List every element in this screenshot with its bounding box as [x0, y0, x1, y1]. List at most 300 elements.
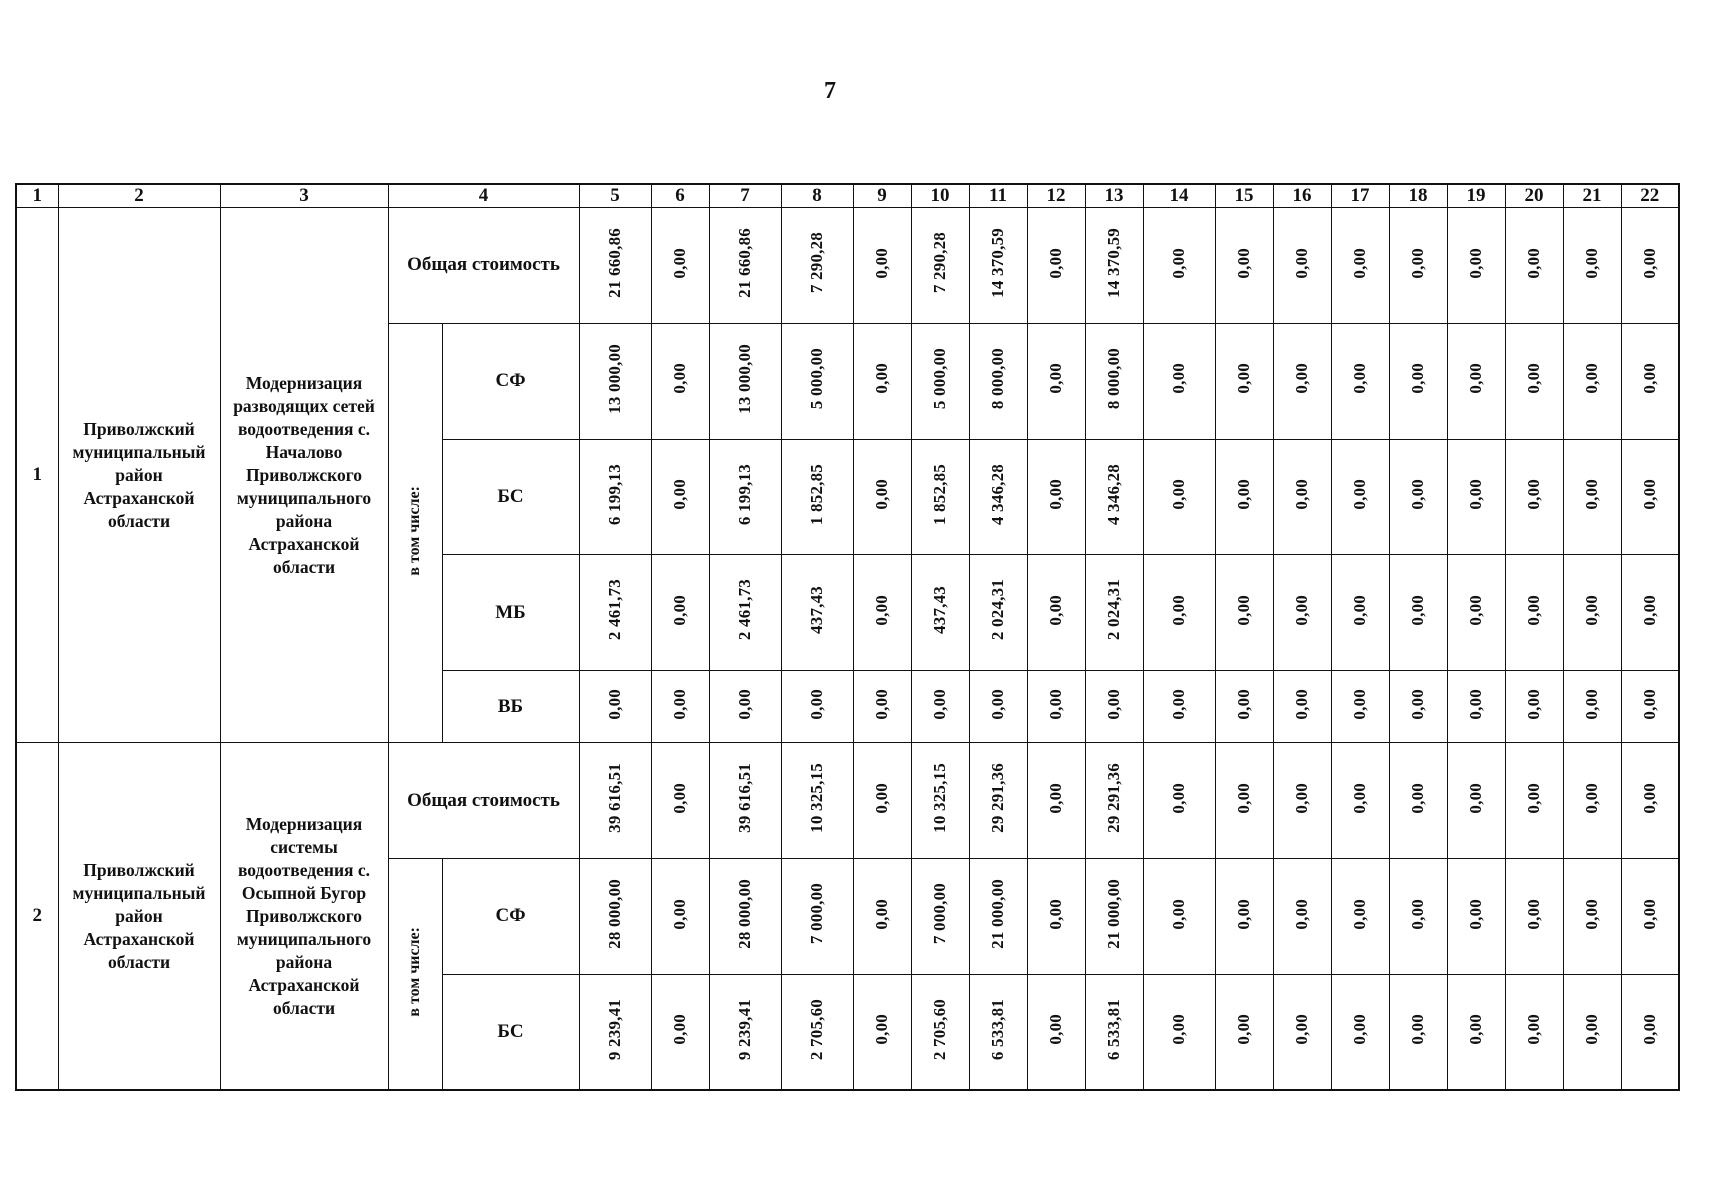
- cell-value: 0,00: [1046, 594, 1065, 626]
- value-cell: [853, 208, 911, 324]
- table-row: [16, 743, 1679, 859]
- column-number: 22: [1621, 184, 1679, 208]
- value-cell: [1621, 670, 1679, 742]
- cell-value: 5 000,00: [807, 348, 826, 410]
- value-cell: [1621, 208, 1679, 324]
- including-label: в том числе:: [406, 485, 423, 576]
- cell-value: 21 000,00: [988, 878, 1007, 949]
- cell-value: 0,00: [605, 688, 624, 720]
- cell-value: 4 346,28: [988, 463, 1007, 525]
- cell-value: 13 000,00: [605, 343, 624, 414]
- value-cell: [781, 974, 853, 1090]
- cell-value: 0,00: [1466, 594, 1485, 626]
- cell-value: 0,00: [1169, 782, 1188, 814]
- value-cell: [1273, 670, 1331, 742]
- cell-value: 0,00: [1234, 247, 1253, 279]
- value-cell: [969, 208, 1027, 324]
- cell-value: 0,00: [1466, 1014, 1485, 1045]
- table-body: [16, 184, 1679, 1090]
- value-cell: [651, 859, 709, 975]
- value-cell: [1447, 743, 1505, 859]
- cell-value: 21 660,86: [735, 228, 754, 298]
- cell-value: 0,00: [1104, 688, 1123, 720]
- column-number: 18: [1389, 184, 1447, 208]
- cell-value: 0,00: [1582, 363, 1601, 394]
- cell-value: 0,00: [1350, 782, 1369, 814]
- cell-value: 0,00: [1408, 898, 1427, 930]
- value-cell: [969, 323, 1027, 439]
- column-number: 15: [1215, 184, 1273, 208]
- cell-value: 0,00: [1292, 247, 1311, 279]
- value-cell: [853, 439, 911, 555]
- value-cell: [579, 439, 651, 555]
- cell-value: 0,00: [1046, 1014, 1065, 1045]
- value-cell: [1447, 859, 1505, 975]
- value-cell: [1389, 555, 1447, 671]
- cell-value: 9 239,41: [605, 998, 624, 1060]
- value-cell: [1447, 670, 1505, 742]
- cell-value: 0,00: [1046, 363, 1065, 394]
- value-cell: [1027, 323, 1085, 439]
- cell-value: 0,00: [1350, 594, 1369, 626]
- value-cell: [1621, 555, 1679, 671]
- cell-value: 0,00: [1292, 898, 1311, 930]
- value-cell: [911, 439, 969, 555]
- value-cell: [853, 743, 911, 859]
- cell-value: 7 290,28: [807, 232, 826, 294]
- value-cell: [1085, 323, 1143, 439]
- column-number: 1: [16, 184, 58, 208]
- cell-value: 0,00: [1524, 1014, 1543, 1045]
- cell-value: 2 024,31: [1104, 579, 1123, 641]
- cell-value: 0,00: [872, 594, 891, 626]
- cell-value: 0,00: [1639, 688, 1659, 720]
- value-cell: [1331, 323, 1389, 439]
- value-cell: [853, 670, 911, 742]
- cell-value: 0,00: [670, 479, 689, 510]
- cell-value: 21 660,86: [605, 228, 624, 298]
- value-cell: [853, 555, 911, 671]
- cell-value: 0,00: [670, 1014, 689, 1045]
- financing-table: [15, 183, 1680, 1091]
- value-cell: [781, 323, 853, 439]
- cell-value: 0,00: [1466, 898, 1485, 930]
- including-label-cell: [388, 323, 442, 743]
- cell-value: 0,00: [1292, 479, 1311, 510]
- value-cell: [1085, 859, 1143, 975]
- value-cell: [1143, 439, 1215, 555]
- cell-value: 0,00: [1169, 479, 1188, 510]
- total-cost-label: Общая стоимость: [388, 208, 579, 324]
- value-cell: [1273, 323, 1331, 439]
- cell-value: 0,00: [1524, 479, 1543, 510]
- page-number: 7: [824, 78, 836, 104]
- value-cell: [651, 323, 709, 439]
- value-cell: [579, 974, 651, 1090]
- cell-value: 1 852,85: [807, 463, 826, 525]
- value-cell: [1027, 208, 1085, 324]
- value-cell: [969, 439, 1027, 555]
- column-number: 8: [781, 184, 853, 208]
- value-cell: [1085, 670, 1143, 742]
- column-number: 4: [388, 184, 579, 208]
- cell-value: 0,00: [1408, 1014, 1427, 1045]
- cell-value: 2 461,73: [735, 579, 754, 641]
- value-cell: [709, 439, 781, 555]
- cell-value: 6 533,81: [988, 998, 1007, 1060]
- value-cell: [709, 555, 781, 671]
- value-cell: [1273, 859, 1331, 975]
- value-cell: [1331, 743, 1389, 859]
- funding-source-label: МБ: [442, 555, 579, 671]
- cell-value: 2 461,73: [605, 579, 624, 641]
- cell-value: 0,00: [1524, 363, 1543, 394]
- column-number: 11: [969, 184, 1027, 208]
- value-cell: [1143, 743, 1215, 859]
- cell-value: 10 325,15: [807, 763, 826, 834]
- cell-value: 0,00: [670, 898, 689, 930]
- row-number: 2: [16, 743, 58, 1090]
- cell-value: 0,00: [872, 247, 891, 279]
- cell-value: 0,00: [1466, 688, 1485, 720]
- value-cell: [969, 743, 1027, 859]
- cell-value: 0,00: [1639, 363, 1659, 394]
- value-cell: [1447, 208, 1505, 324]
- cell-value: 0,00: [1466, 782, 1485, 814]
- cell-value: 0,00: [1169, 363, 1188, 394]
- column-number: 9: [853, 184, 911, 208]
- cell-value: 0,00: [670, 247, 689, 279]
- cell-value: 0,00: [1169, 594, 1188, 626]
- cell-value: 0,00: [1466, 479, 1485, 510]
- value-cell: [911, 974, 969, 1090]
- cell-value: 0,00: [872, 363, 891, 394]
- cell-value: 0,00: [670, 363, 689, 394]
- funding-source-label: СФ: [442, 323, 579, 439]
- column-number: 13: [1085, 184, 1143, 208]
- column-number: 19: [1447, 184, 1505, 208]
- value-cell: [1563, 743, 1621, 859]
- value-cell: [781, 555, 853, 671]
- cell-value: 0,00: [1582, 898, 1601, 930]
- value-cell: [1505, 323, 1563, 439]
- cell-value: 0,00: [1234, 688, 1253, 720]
- value-cell: [1505, 439, 1563, 555]
- value-cell: [1621, 439, 1679, 555]
- value-cell: [1027, 555, 1085, 671]
- column-number: 10: [911, 184, 969, 208]
- value-cell: [1447, 974, 1505, 1090]
- value-cell: [1621, 743, 1679, 859]
- cell-value: 2 705,60: [930, 998, 949, 1060]
- cell-value: 0,00: [807, 688, 826, 720]
- value-cell: [1621, 859, 1679, 975]
- value-cell: [1273, 439, 1331, 555]
- value-cell: [579, 208, 651, 324]
- value-cell: [911, 670, 969, 742]
- cell-value: 0,00: [1524, 247, 1543, 279]
- cell-value: 0,00: [1169, 247, 1188, 279]
- value-cell: [781, 743, 853, 859]
- cell-value: 0,00: [1350, 898, 1369, 930]
- value-cell: [579, 859, 651, 975]
- cell-value: 0,00: [670, 688, 689, 720]
- value-cell: [1505, 974, 1563, 1090]
- value-cell: [1563, 555, 1621, 671]
- value-cell: [781, 208, 853, 324]
- column-number: 16: [1273, 184, 1331, 208]
- column-number: 7: [709, 184, 781, 208]
- funding-source-label: СФ: [442, 859, 579, 975]
- value-cell: [1027, 974, 1085, 1090]
- value-cell: [1563, 859, 1621, 975]
- value-cell: [1331, 974, 1389, 1090]
- cell-value: 14 370,59: [988, 228, 1007, 298]
- project-name: Модернизация системы водоотведения с. Осыпной Бугор Приволжского муниципального района Астраханской области: [220, 743, 388, 1090]
- cell-value: 0,00: [1169, 688, 1188, 720]
- value-cell: [853, 859, 911, 975]
- value-cell: [579, 743, 651, 859]
- value-cell: [1215, 323, 1273, 439]
- cell-value: 0,00: [1234, 898, 1253, 930]
- value-cell: [651, 208, 709, 324]
- value-cell: [1389, 743, 1447, 859]
- cell-value: 0,00: [1292, 688, 1311, 720]
- cell-value: 29 291,36: [988, 763, 1007, 834]
- cell-value: 0,00: [1582, 688, 1601, 720]
- value-cell: [1085, 555, 1143, 671]
- value-cell: [1331, 555, 1389, 671]
- value-cell: [1331, 670, 1389, 742]
- cell-value: 13 000,00: [735, 343, 754, 414]
- cell-value: 8 000,00: [988, 348, 1007, 410]
- value-cell: [709, 859, 781, 975]
- value-cell: [1273, 743, 1331, 859]
- value-cell: [853, 974, 911, 1090]
- cell-value: 0,00: [1408, 247, 1427, 279]
- value-cell: [1215, 208, 1273, 324]
- cell-value: 0,00: [1350, 247, 1369, 279]
- cell-value: 29 291,36: [1104, 763, 1123, 834]
- district-name: Приволжский муниципальный район Астраханской области: [58, 743, 220, 1090]
- funding-source-label: БС: [442, 974, 579, 1090]
- cell-value: 14 370,59: [1104, 228, 1123, 298]
- cell-value: 0,00: [1582, 782, 1601, 814]
- column-number: 5: [579, 184, 651, 208]
- cell-value: 6 533,81: [1104, 998, 1123, 1060]
- cell-value: 0,00: [1046, 247, 1065, 279]
- value-cell: [1389, 208, 1447, 324]
- cell-value: 28 000,00: [605, 878, 624, 949]
- column-number: 12: [1027, 184, 1085, 208]
- cell-value: 437,43: [807, 586, 826, 635]
- column-number: 21: [1563, 184, 1621, 208]
- cell-value: 0,00: [872, 898, 891, 930]
- cell-value: 0,00: [1408, 594, 1427, 626]
- value-cell: [1143, 208, 1215, 324]
- cell-value: 0,00: [1408, 363, 1427, 394]
- value-cell: [1143, 859, 1215, 975]
- column-number-row: [16, 184, 1679, 208]
- cell-value: 0,00: [1582, 247, 1601, 279]
- including-label-cell: [388, 859, 442, 1090]
- cell-value: 39 616,51: [735, 763, 754, 834]
- cell-value: 39 616,51: [605, 763, 624, 834]
- value-cell: [1027, 743, 1085, 859]
- cell-value: 0,00: [1524, 594, 1543, 626]
- value-cell: [969, 670, 1027, 742]
- value-cell: [781, 439, 853, 555]
- cell-value: 0,00: [1466, 247, 1485, 279]
- cell-value: 0,00: [1582, 594, 1601, 626]
- cell-value: 7 000,00: [930, 883, 949, 945]
- cell-value: 0,00: [1169, 898, 1188, 930]
- value-cell: [1027, 859, 1085, 975]
- cell-value: 0,00: [988, 688, 1007, 720]
- value-cell: [1563, 208, 1621, 324]
- cell-value: 2 024,31: [988, 579, 1007, 641]
- value-cell: [709, 743, 781, 859]
- cell-value: 0,00: [1234, 782, 1253, 814]
- cell-value: 0,00: [1234, 594, 1253, 626]
- cell-value: 0,00: [1639, 479, 1659, 510]
- value-cell: [1505, 670, 1563, 742]
- value-cell: [1215, 743, 1273, 859]
- value-cell: [1331, 208, 1389, 324]
- value-cell: [853, 323, 911, 439]
- value-cell: [1085, 208, 1143, 324]
- value-cell: [969, 555, 1027, 671]
- cell-value: 0,00: [1350, 363, 1369, 394]
- value-cell: [1389, 439, 1447, 555]
- value-cell: [651, 670, 709, 742]
- cell-value: 0,00: [872, 1014, 891, 1045]
- value-cell: [1273, 555, 1331, 671]
- cell-value: 0,00: [1234, 1014, 1253, 1045]
- value-cell: [1389, 974, 1447, 1090]
- value-cell: [579, 555, 651, 671]
- value-cell: [1331, 859, 1389, 975]
- cell-value: 0,00: [1292, 594, 1311, 626]
- funding-source-label: БС: [442, 439, 579, 555]
- cell-value: 0,00: [1639, 247, 1659, 279]
- cell-value: 0,00: [1408, 782, 1427, 814]
- cell-value: 0,00: [1582, 479, 1601, 510]
- column-number: 6: [651, 184, 709, 208]
- cell-value: 0,00: [1046, 898, 1065, 930]
- cell-value: 6 199,13: [735, 463, 754, 525]
- value-cell: [1143, 323, 1215, 439]
- cell-value: 0,00: [1582, 1014, 1601, 1045]
- value-cell: [911, 743, 969, 859]
- value-cell: [781, 859, 853, 975]
- cell-value: 0,00: [1639, 782, 1659, 814]
- value-cell: [1085, 439, 1143, 555]
- table-row: [16, 208, 1679, 324]
- cell-value: 0,00: [1046, 479, 1065, 510]
- value-cell: [1273, 208, 1331, 324]
- district-name: Приволжский муниципальный район Астраханской области: [58, 208, 220, 743]
- value-cell: [969, 859, 1027, 975]
- value-cell: [1563, 974, 1621, 1090]
- column-number: 2: [58, 184, 220, 208]
- value-cell: [781, 670, 853, 742]
- value-cell: [709, 323, 781, 439]
- value-cell: [1215, 974, 1273, 1090]
- cell-value: 0,00: [1466, 363, 1485, 394]
- cell-value: 1 852,85: [930, 463, 949, 525]
- value-cell: [1447, 439, 1505, 555]
- including-label: в том числе:: [406, 926, 423, 1017]
- value-cell: [1563, 439, 1621, 555]
- value-cell: [1085, 974, 1143, 1090]
- cell-value: 4 346,28: [1104, 463, 1123, 525]
- cell-value: 0,00: [1292, 1014, 1311, 1045]
- value-cell: [651, 743, 709, 859]
- value-cell: [1563, 323, 1621, 439]
- cell-value: 21 000,00: [1104, 878, 1123, 949]
- cell-value: 0,00: [1046, 688, 1065, 720]
- cell-value: 0,00: [1292, 363, 1311, 394]
- cell-value: 0,00: [1408, 688, 1427, 720]
- value-cell: [1621, 323, 1679, 439]
- value-cell: [651, 439, 709, 555]
- cell-value: 7 290,28: [930, 232, 949, 294]
- cell-value: 5 000,00: [930, 348, 949, 410]
- value-cell: [651, 974, 709, 1090]
- column-number: 17: [1331, 184, 1389, 208]
- cell-value: 0,00: [872, 782, 891, 814]
- cell-value: 0,00: [1046, 782, 1065, 814]
- cell-value: 7 000,00: [807, 883, 826, 945]
- value-cell: [1215, 859, 1273, 975]
- value-cell: [1389, 859, 1447, 975]
- cell-value: 0,00: [872, 479, 891, 510]
- value-cell: [1389, 670, 1447, 742]
- value-cell: [911, 859, 969, 975]
- cell-value: 0,00: [1350, 1014, 1369, 1045]
- cell-value: 9 239,41: [735, 998, 754, 1060]
- value-cell: [1215, 555, 1273, 671]
- value-cell: [969, 974, 1027, 1090]
- cell-value: 0,00: [1234, 363, 1253, 394]
- column-number: 14: [1143, 184, 1215, 208]
- cell-value: 6 199,13: [605, 463, 624, 525]
- cell-value: 28 000,00: [735, 878, 754, 949]
- value-cell: [651, 555, 709, 671]
- cell-value: 8 000,00: [1104, 348, 1123, 410]
- value-cell: [911, 555, 969, 671]
- cell-value: 0,00: [1350, 479, 1369, 510]
- value-cell: [1085, 743, 1143, 859]
- cell-value: 0,00: [670, 782, 689, 814]
- value-cell: [709, 670, 781, 742]
- value-cell: [1389, 323, 1447, 439]
- value-cell: [1143, 974, 1215, 1090]
- value-cell: [911, 208, 969, 324]
- cell-value: 0,00: [1524, 898, 1543, 930]
- value-cell: [1505, 555, 1563, 671]
- value-cell: [579, 670, 651, 742]
- value-cell: [1143, 670, 1215, 742]
- column-number: 20: [1505, 184, 1563, 208]
- cell-value: 0,00: [735, 688, 754, 720]
- total-cost-label: Общая стоимость: [388, 743, 579, 859]
- value-cell: [1447, 555, 1505, 671]
- cell-value: 0,00: [1350, 688, 1369, 720]
- funding-source-label: ВБ: [442, 670, 579, 742]
- value-cell: [1331, 439, 1389, 555]
